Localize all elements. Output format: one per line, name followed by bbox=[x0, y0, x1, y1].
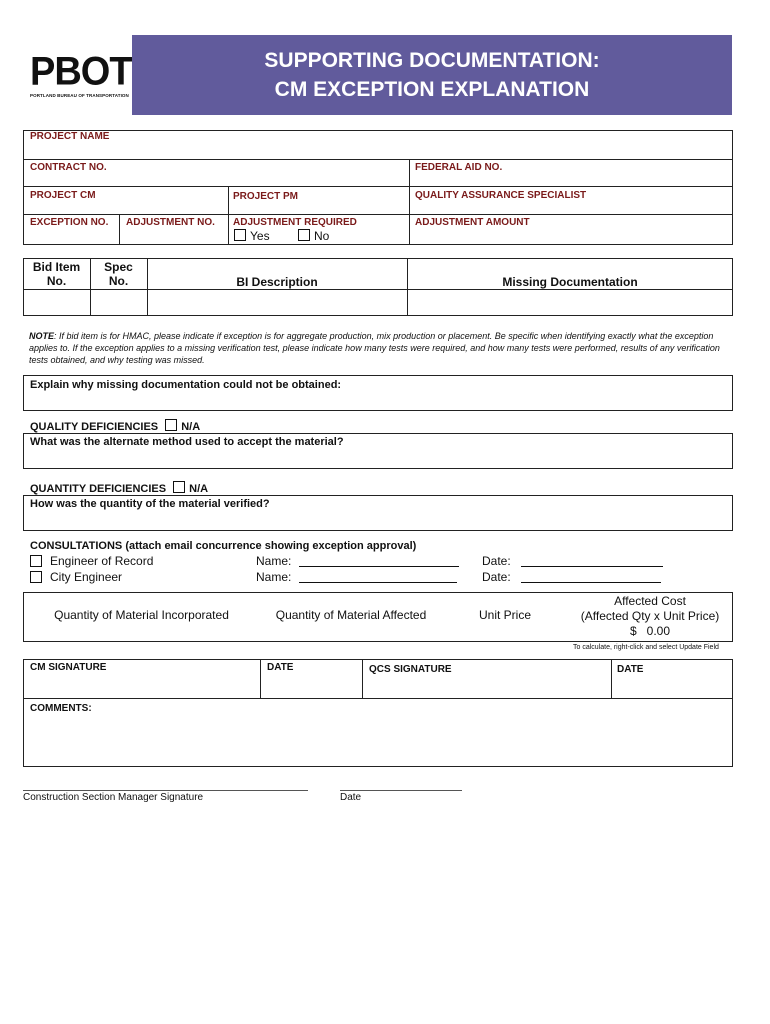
city-engineer-checkbox[interactable] bbox=[30, 571, 42, 583]
city-date-label: Date: bbox=[482, 570, 511, 584]
quantity-na-label: N/A bbox=[189, 483, 209, 495]
bi-description-header: BI Description bbox=[236, 275, 318, 289]
note-label: NOTE bbox=[29, 331, 55, 341]
yes-checkbox[interactable] bbox=[234, 229, 246, 241]
unit-price-header: Unit Price bbox=[478, 608, 531, 622]
qty-incorporated-header: Quantity of Material Incorporated bbox=[54, 608, 229, 622]
project-cm-label[interactable]: PROJECT CM bbox=[30, 190, 96, 201]
consultation-row-city bbox=[30, 570, 730, 586]
city-name-label: Name: bbox=[256, 570, 292, 584]
city-name-field[interactable] bbox=[299, 582, 457, 583]
title-banner bbox=[132, 35, 732, 115]
federal-aid-no-label[interactable]: FEDERAL AID NO. bbox=[415, 162, 503, 173]
signature-table bbox=[23, 659, 733, 767]
engineer-name-label: Name: bbox=[256, 554, 292, 568]
engineer-date-label: Date: bbox=[482, 554, 511, 568]
logo-text: PBOT bbox=[30, 49, 132, 95]
title-line-1: SUPPORTING DOCUMENTATION: bbox=[264, 49, 600, 72]
adjustment-required-label: ADJUSTMENT REQUIRED bbox=[233, 217, 357, 228]
spec-no-header: Spec No. bbox=[104, 260, 133, 288]
project-pm-label[interactable]: PROJECT PM bbox=[233, 191, 299, 202]
qcs-signature-label[interactable]: QCS SIGNATURE bbox=[369, 664, 452, 675]
footer-date-label: Date bbox=[340, 792, 362, 803]
adjustment-no-option[interactable] bbox=[298, 229, 329, 243]
bid-item-header: Bid Item No. bbox=[32, 260, 81, 288]
consultations-heading: CONSULTATIONS (attach email concurrence showing exception approval) bbox=[30, 540, 417, 552]
consultation-row-engineer bbox=[30, 554, 730, 570]
qty-affected-header: Quantity of Material Affected bbox=[275, 608, 427, 622]
yes-label: Yes bbox=[250, 229, 270, 243]
city-date-field[interactable] bbox=[521, 582, 661, 583]
contract-no-label[interactable]: CONTRACT NO. bbox=[30, 162, 107, 173]
logo-subtext: PORTLAND BUREAU OF TRANSPORTATION bbox=[30, 93, 129, 98]
csm-signature-line[interactable] bbox=[23, 790, 308, 791]
quality-na-checkbox[interactable] bbox=[165, 419, 177, 431]
qa-specialist-label[interactable]: QUALITY ASSURANCE SPECIALIST bbox=[415, 190, 587, 201]
exception-no-label[interactable]: EXCEPTION NO. bbox=[30, 217, 109, 228]
quantity-na-checkbox[interactable] bbox=[173, 481, 185, 493]
note-paragraph bbox=[29, 330, 729, 366]
quality-heading: QUALITY DEFICIENCIES N/A bbox=[30, 421, 201, 433]
adjustment-no-label[interactable]: ADJUSTMENT NO. bbox=[126, 217, 215, 228]
engineer-date-field[interactable] bbox=[521, 566, 663, 567]
comments-label[interactable]: COMMENTS: bbox=[30, 703, 92, 714]
quality-na-label: N/A bbox=[181, 421, 201, 433]
missing-documentation-header: Missing Documentation bbox=[502, 275, 638, 289]
adjustment-amount-label[interactable]: ADJUSTMENT AMOUNT bbox=[415, 217, 530, 228]
no-checkbox[interactable] bbox=[298, 229, 310, 241]
cm-signature-label[interactable]: CM SIGNATURE bbox=[30, 662, 107, 673]
calc-note: To calculate, right-click and select Update Field bbox=[573, 644, 719, 651]
pbot-logo bbox=[30, 49, 132, 104]
footer-date-line[interactable] bbox=[340, 790, 462, 791]
engineer-of-record-label: Engineer of Record bbox=[50, 554, 154, 568]
no-label: No bbox=[314, 229, 330, 243]
date-label-1[interactable]: DATE bbox=[267, 662, 294, 673]
title-line-2: CM EXCEPTION EXPLANATION bbox=[274, 78, 590, 101]
date-label-2[interactable]: DATE bbox=[617, 664, 644, 675]
project-name-label[interactable]: PROJECT NAME bbox=[30, 131, 110, 142]
csm-signature-label: Construction Section Manager Signature bbox=[23, 792, 204, 803]
city-engineer-label: City Engineer bbox=[50, 570, 123, 584]
affected-cost-header: Affected Cost (Affected Qty x Unit Price) $ 0.00 bbox=[570, 594, 730, 639]
quality-question: What was the alternate method used to accept the material? bbox=[30, 436, 344, 448]
quantity-question: How was the quantity of the material verified? bbox=[30, 498, 270, 510]
quantity-heading: QUANTITY DEFICIENCIES N/A bbox=[30, 483, 209, 495]
engineer-of-record-checkbox[interactable] bbox=[30, 555, 42, 567]
affected-cost-value[interactable]: $ 0.00 bbox=[629, 624, 671, 638]
note-text: : If bid item is for HMAC, please indicate if exception is for aggregate production, mix production or placement. Be specific when identifying exactly what the exception applies to. If the exception applies to a missing verification test, please indicate how many tests were required, and how many tests were performed, results of any verification tests obtained, and why testing was missed. bbox=[29, 331, 720, 365]
engineer-name-field[interactable] bbox=[299, 566, 459, 567]
explain-question: Explain why missing documentation could not be obtained: bbox=[30, 379, 342, 391]
adjustment-yes-option[interactable] bbox=[234, 229, 270, 243]
